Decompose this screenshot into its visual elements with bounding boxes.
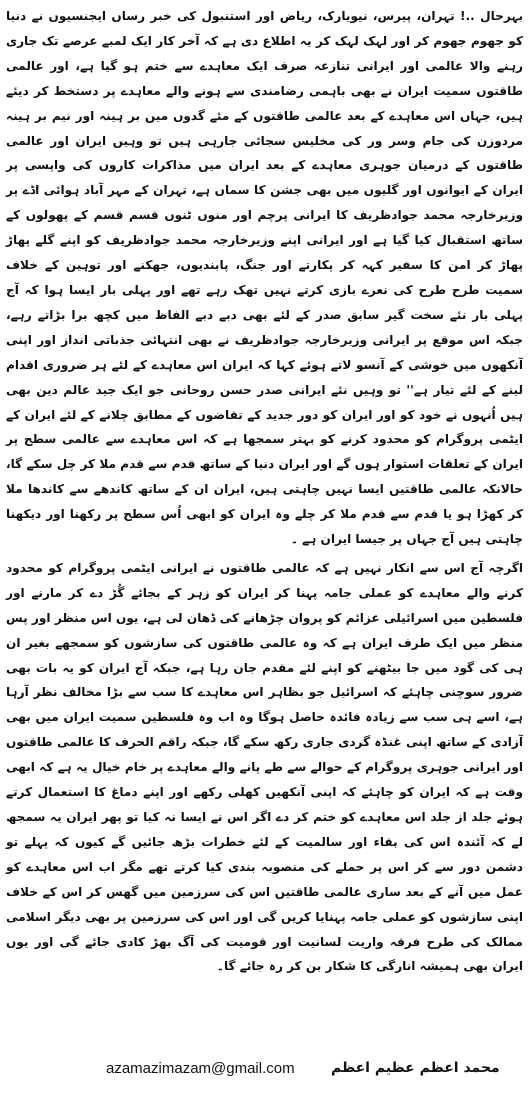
author-name: محمد اعظم عظیم اعظم: [331, 1060, 500, 1076]
article-paragraph: اگرچہ آج اس سے انکار نہیں ہے کہ عالمی طاقتوں نے ایرانی ایٹمی پروگرام کو محدود کرنے والے معاہدے کو عملی جامہ پہنا کر ایران کو زہر کے بجائے گُڑ دے کر مارنے اور فلسطین میں اسرائیلی عزائم کو پروان چڑھانے کی ڈھان لی ہے، یوں اس منظر اور پس منظر میں ایک طرف ایران ہے کہ وہ عالمی طاقتوں کی سازشوں کو سمجھے بغیر ان ہی کی گود میں جا بیٹھنے کو اپنے لئے مقدم جان رہا ہے، جبکہ آج ایران کو یہ بات بھی ضرور سوچنی چاہئے کہ اسرائیل جو بظاہر اس معاہدے کا سب سے بڑا مخالف نظر آرہا ہے، اسے ہی سب سے زیادہ فائدہ حاصل ہوگا وہ اب وہ فلسطین سمیت ایران میں بھی آزادی کے ساتھ اپنی غنڈہ گردی جاری رکھ سکے گا، جبکہ راقم الحرف کا عالمی طاقتوں اور ایرانی جوہری پروگرام کے حوالے سے طے پانے والے معاہدے پر خام خیال یہ ہے کہ ابھی وقت ہے کہ ایران کو چاہئے کہ اپنی آنکھیں کھلی رکھے اور اپنے دماغ کا استعمال کرتے ہوئے جلد از جلد اس معاہدے کو ختم کر دے اگر اس نے ایسا نہ کیا تو پھر ایران یہ سمجھ لے کہ آئندہ اس کی بقاء اور سالمیت کے لئے خطرات بڑھ جائیں گے کیوں کہ پہلے تو دشمن دور سے کر اس پر حملے کی منصوبہ بندی کیا کرتے تھے مگر اب اس معاہدے کو عمل میں آنے کے بعد ساری عالمی طاقتیں اس کی سرزمین میں گھس کر اس کے خلاف اپنی سازشوں کو عملی جامہ پہنایا کریں گی اور اس کی سرزمین پر بھی دیگر اسلامی ممالک کی طرح فرقہ واریت لسانیت اور قومیت کی آگ بھڑ کادی جائے گی اور یوں ایران بھی ہمیشہ انارگی کا شکار بن کر رہ جائے گا۔: [6, 560, 523, 974]
author-email[interactable]: azamazimazam@gmail.com: [106, 1060, 295, 1077]
article-footer: [0, 1060, 529, 1084]
article-paragraph: بہرحال ..! تہران، پیرس، نیویارک، ریاض اور استنبول کی خبر رساں ایجنسیوں نے دنیا کو جھوم جھوم کر اور لہک لہک کر یہ اطلاع دی ہے کہ آخر کار ایک لمبے عرصے تک جاری رہنے والا عالمی اور ایرانی تنازعہ صرف ایک معاہدے سے ختم ہو گیا ہے، اور عالمی طاقتوں سمیت ایران نے بھی باہمی رضامندی سے ہونے والے معاہدے پر دستخط کر دیئے ہیں، جہاں اس معاہدے کے بعد عالمی طاقتوں کے مئے گدوں میں بر ہینہ اور نیم بر ہینہ مردوزن کی جام وسر ور کی مخلیس سجائی جارہی ہیں تو وہیں ایران اور عالمی طاقتوں کے درمیان جوہری معاہدے کے بعد ایران میں مذاکرات کاروں کی واپسی پر ایران کے ایوانوں اور گلیوں میں بھی جشن کا سماں ہے، تہران کے مہر آباد ہوائی اڈے پر وزیرخارجہ محمد جوادظریف کا ایرانی پرچم اور منوں ٹنوں قسم قسم کے پھولوں کے ساتھ استقبال کیا گیا ہے اور ایرانی اپنے وزیرخارجہ محمد جوادظریف کو اپنے گلے پھاڑ پھاڑ کر امن کا سفیر کہہ کر پکارتے اور جنگ، پابندیوں، جھکنے اور توہین کے خلاف سمیت طرح طرح کی نعرے بازی کرتے نہیں تھک رہے تھے اور پہلی بار ایسا ہوا کہ آج پہلی بار نئے سخت گیر سابق صدر کے لئے بھی دبے دبے الفاظ میں کچھ برا بڑاتے رہے، جبکہ اس موقع پر ایرانی وزیرخارجہ جوادظریف نے بھی انتہائی جذباتی انداز اور اپنی آنکھوں میں خوشی کے آنسو لاتے ہوئے کہا کہ ایران اس معاہدے کے لئے ہر ضروری اقدام لینے کے لئے تیار ہے'' تو وہیں نئے ایرانی صدر حسن روحانی جو ایک جید عالم دین بھی ہیں اُنہوں نے خود کو اور ایران کو دور جدید کے تقاضوں کے مطابق چلانے کے لئے ایران کے ایٹمی پروگرام کو محدود کرنے کو بہتر سمجھا ہے کہ اس معاہدے سے عالمی سطح پر ایران کے تعلقات استوار ہوں گے اور ایران دنیا کے ساتھ قدم سے قدم ملا کر چل سکے گا، حالانکہ عالمی طاقتیں ایسا نہیں چاہتی ہیں، ایران ان کے ساتھ کاندھے سے کاندھا ملا کر کھڑا ہو یا قدم سے قدم ملا کر چلے وہ ایران کو ابھی اُس سطح پر رکھنا اور دیکھنا چاہتی ہیں آج جہاں پر جیسا ایران ہے ۔: [6, 9, 523, 547]
article-body: [6, 4, 523, 979]
